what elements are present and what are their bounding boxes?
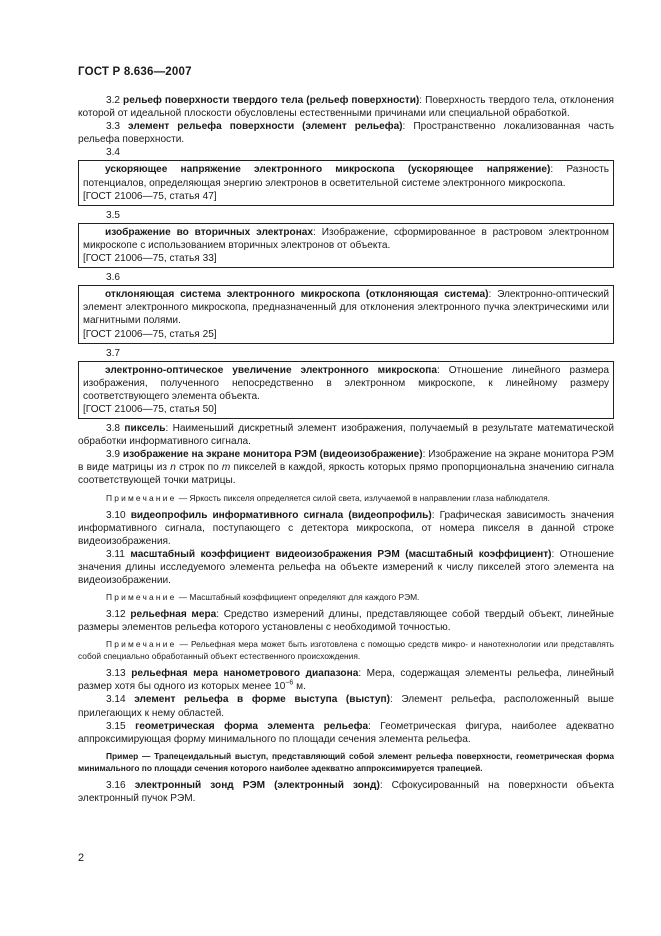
term-title: рельефная мера [130, 609, 217, 621]
term-3-15 [78, 720, 614, 746]
term-number: 3.16 [106, 780, 126, 792]
term-3-16 [78, 779, 614, 805]
term-title: изображение во вторичных электронах [105, 226, 314, 238]
term-definition: : Геометрическая фигура, наиболее адекватно аппроксимирующая форму минимального по площади сечения элемента рельефа. [78, 720, 614, 745]
term-3-8 [78, 422, 614, 448]
term-definition: : Сфокусированный на поверхности объекта электронный пучок РЭМ. [78, 780, 614, 805]
term-title: элемент рельефа в форме выступа (выступ) [134, 694, 390, 706]
term-number: 3.7 [106, 347, 121, 359]
example-block: Пример — Трапецеидальный выступ, представляющий собой элемент рельефа поверхности, геометрическая форма минимального по площади сечения которого наиболее адекватно аппроксимируется трапецией. [78, 750, 614, 774]
term-3-2: 3.2 рельеф поверхности твердого тела (рельеф поверхности): Поверхность твердого тела, отклонения которой от идеальной плоскости обусловлены естественными причинами или специальной обработкой. [78, 95, 614, 120]
note-2 [78, 591, 614, 603]
term-3-13 [78, 667, 614, 693]
boxed-definition [83, 288, 609, 327]
term-number: 3.8 [106, 423, 121, 435]
term-title: рельеф поверхности твердого тела (рельеф поверхности) [123, 95, 420, 106]
term-box-3-4 [78, 160, 614, 205]
term-box-3-7 [78, 361, 614, 419]
term-3-10 [78, 509, 614, 548]
note-label: Примечание [106, 492, 177, 503]
term-definition: : Элемент рельефа, расположенный выше прилегающих к нему областей. [78, 694, 614, 719]
term-definition: : Средство измерений длины, представляющее собой твердый объект, линейные размеры элементов рельефа которого установлены с необходимой точностью. [78, 609, 614, 634]
term-number: 3.4 [106, 147, 121, 159]
term-reference: [ГОСТ 21006—75, статья 25] [83, 328, 217, 340]
exponent: −6 [285, 680, 294, 688]
note-label: Примечание [106, 639, 177, 650]
var-m: m [221, 462, 231, 474]
term-number: 3.3 [106, 121, 121, 133]
term-number: 3.13 [106, 668, 126, 680]
term-number: 3.14 [106, 694, 126, 706]
term-3-9 [78, 448, 614, 487]
term-number: 3.15 [106, 720, 126, 732]
note-1 [78, 492, 614, 504]
term-3-14 [78, 693, 614, 719]
term-3-3 [78, 120, 614, 146]
term-reference: [ГОСТ 21006—75, статья 47] [83, 190, 217, 202]
term-title: рельефная мера нанометрового диапазона [131, 668, 359, 680]
note-3 [78, 638, 614, 662]
term-reference: [ГОСТ 21006—75, статья 33] [83, 253, 217, 265]
document-header: ГОСТ Р 8.636—2007 [78, 66, 192, 78]
document-body [78, 94, 614, 805]
var-n: n [170, 462, 176, 474]
term-title: геометрическая форма элемента рельефа [135, 720, 369, 732]
term-title: электронно-оптическое увеличение электронного микроскопа [105, 364, 437, 376]
term-title: видеопрофиль информативного сигнала (видеопрофиль) [130, 509, 432, 521]
note-label: Примечание [106, 592, 177, 603]
term-definition: : Изображение на экране монитора РЭМ в виде матрицы из [78, 449, 615, 474]
term-definition: : Отношение значения длины исследуемого элемента рельефа на объекте измерений к числу пикселей этого элемента на видеоизображении. [78, 548, 614, 586]
term-number: 3.9 [106, 449, 121, 461]
term-definition: : Поверхность твердого тела, отклонения которой от идеальной плоскости обусловлены естественными причинами или специальной обработкой. [78, 95, 614, 120]
term-3-11 [78, 548, 614, 587]
term-definition-part: строк по [175, 462, 222, 474]
term-definition: : Наименьший дискретный элемент изображения, получаемый в результате математической обработки информативного сигнала. [78, 423, 614, 448]
term-number: 3.12 [106, 609, 126, 621]
term-title: элемент рельефа поверхности (элемент рельефа) [128, 121, 403, 133]
term-definition: : Графическая зависимость значения информативного сигнала, поступающего с детектора микроскопа, от номера пикселя в данной строке видеоизображения. [78, 509, 614, 547]
boxed-definition [83, 364, 609, 403]
term-number: 3.5 [106, 209, 121, 221]
term-definition: : Мера, содержащая элементы рельефа, линейный размер хотя бы одного из которых менее 10 [78, 668, 614, 693]
term-definition: : Пространственно локализованная часть рельефа поверхности. [78, 121, 614, 146]
term-reference: [ГОСТ 21006—75, статья 50] [83, 403, 217, 415]
boxed-definition [83, 226, 609, 252]
term-title: электронный зонд РЭМ (электронный зонд) [134, 780, 380, 792]
note-text: — Рельефная мера может быть изготовлена с помощью средств микро- и нанотехнологии или представлять собой специально обработанный объект естественного происхождения. [78, 639, 614, 662]
note-text: — Яркость пикселя определяется силой света, излучаемой в направлении глаза наблюдателя. [176, 492, 550, 503]
term-definition-part: пикселей в каждой, яркость которых прямо пропорциональна значению сигнала соответствующей точки матрицы. [78, 462, 615, 487]
term-title: отклоняющая система электронного микроскопа (отклоняющая система) [105, 289, 489, 301]
term-definition: : Разность потенциалов, определяющая энергию электронов в осветительной системе электронного микроскопа. [83, 164, 609, 189]
term-title: масштабный коэффициент видеоизображения РЭМ (масштабный коэффициент) [130, 548, 552, 560]
term-title: ускоряющее напряжение электронного микроскопа (ускоряющее напряжение) [105, 164, 551, 176]
term-definition: : Электронно-оптический элемент электронного микроскопа, предназначенный для отклонения электронного пучка электрическими или магнитными полями. [83, 289, 609, 327]
term-box-3-6 [78, 285, 614, 343]
page-number: 2 [78, 852, 85, 864]
term-definition-part: м. [293, 681, 306, 693]
term-number: 3.6 [106, 272, 121, 284]
term-definition: : Отношение линейного размера изображения, полученного непосредственно в электронном микроскопе, к линейному размеру соответствующего элемента объекта. [83, 364, 610, 402]
term-title: пиксель [124, 423, 166, 435]
term-box-3-5 [78, 223, 614, 268]
term-title: изображение на экране монитора РЭМ (видеоизображение) [122, 449, 423, 461]
boxed-definition [83, 163, 609, 189]
term-number: 3.11 [106, 548, 125, 560]
term-definition: : Изображение, сформированное в растровом электронном микроскопе с использованием вторичных электронов от объекта. [83, 226, 609, 251]
term-3-12 [78, 608, 614, 634]
term-number: 3.10 [106, 509, 126, 521]
note-text: — Масштабный коэффициент определяют для каждого РЭМ. [176, 592, 420, 603]
